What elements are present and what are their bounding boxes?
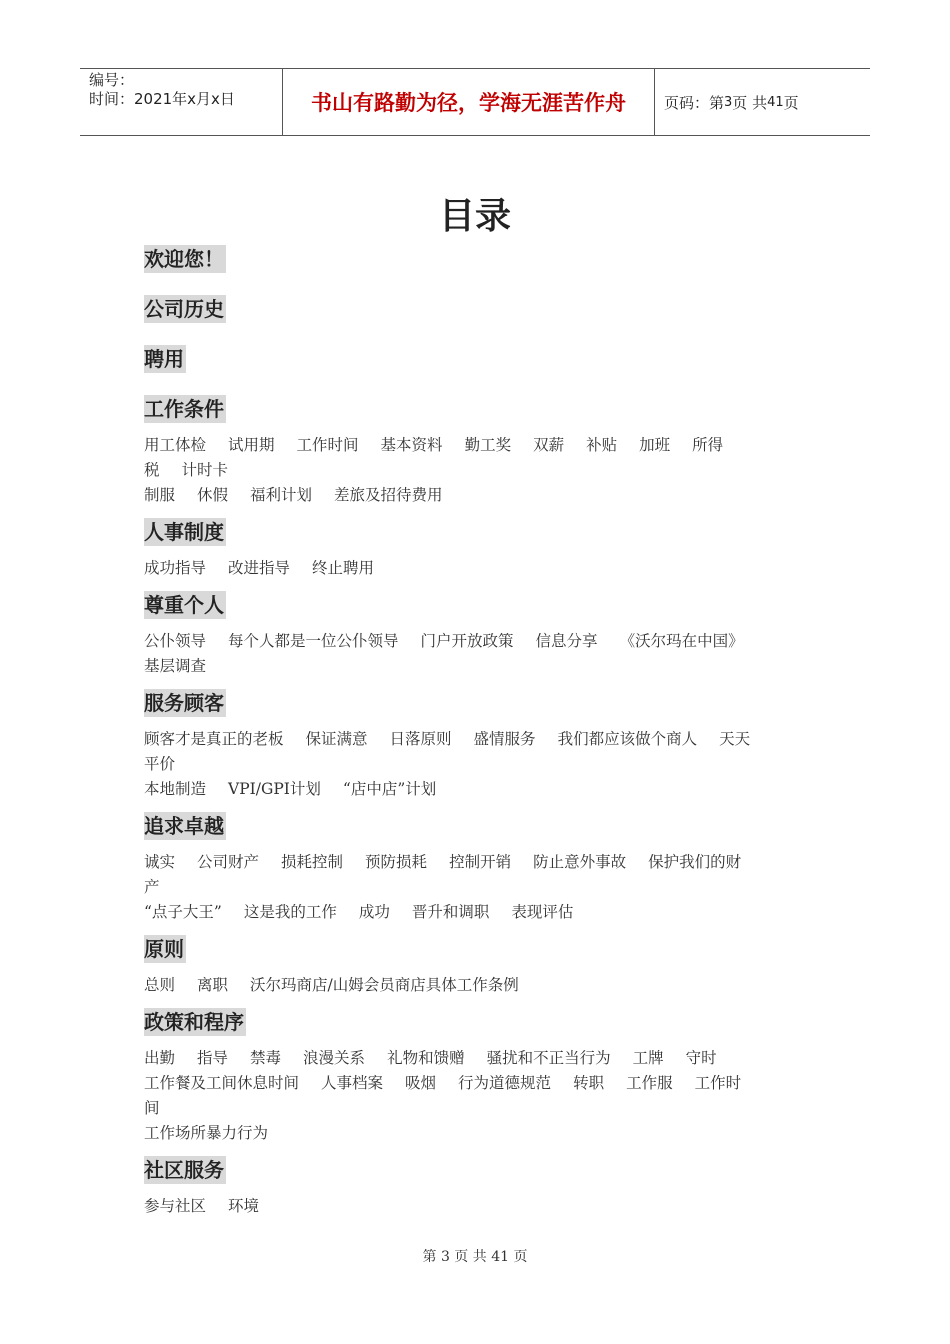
header-number-label: 编号： xyxy=(89,71,135,89)
toc-item-line xyxy=(144,556,814,581)
toc-item-line xyxy=(144,850,814,875)
header-page-prefix: 页码：第 xyxy=(664,93,725,112)
toc-item-line xyxy=(144,629,814,654)
toc-item[interactable]: 门户开放政策 xyxy=(420,632,514,650)
toc-item[interactable]: 出勤 xyxy=(144,1049,176,1067)
header-page-mid: 页 共 xyxy=(732,93,768,112)
toc-section xyxy=(144,935,814,998)
toc-item[interactable]: 基本资料 xyxy=(380,436,443,454)
toc-item[interactable]: 平价 xyxy=(144,755,176,773)
toc-item-line xyxy=(144,875,814,900)
toc-section xyxy=(144,1156,814,1219)
toc-item[interactable]: 顾客才是真正的老板 xyxy=(144,730,284,748)
toc-item[interactable]: 产 xyxy=(144,878,160,896)
toc-item[interactable]: 守时 xyxy=(685,1049,717,1067)
toc-item[interactable]: 公司财产 xyxy=(197,853,260,871)
toc-item[interactable]: 预防损耗 xyxy=(365,853,428,871)
table-of-contents xyxy=(144,245,814,1229)
toc-item[interactable]: 禁毒 xyxy=(250,1049,282,1067)
toc-item[interactable]: 这是我的工作 xyxy=(243,903,337,921)
toc-section xyxy=(144,812,814,925)
toc-item[interactable]: 离职 xyxy=(197,976,229,994)
toc-item[interactable]: 表现评估 xyxy=(511,903,574,921)
toc-item[interactable]: 加班 xyxy=(639,436,671,454)
toc-item[interactable]: 浪漫关系 xyxy=(303,1049,366,1067)
toc-item[interactable]: 晋升和调职 xyxy=(411,903,490,921)
toc-item[interactable]: “点子大王” xyxy=(144,903,222,921)
toc-item[interactable]: 保证满意 xyxy=(305,730,368,748)
toc-item[interactable]: 成功 xyxy=(358,903,390,921)
toc-section-heading[interactable]: 政策和程序 xyxy=(144,1010,244,1034)
toc-item[interactable]: 《沃尔玛在中国》 xyxy=(619,632,744,650)
toc-section-heading[interactable]: 原则 xyxy=(144,937,184,961)
toc-item[interactable]: 损耗控制 xyxy=(281,853,344,871)
toc-item[interactable]: 本地制造 xyxy=(144,780,207,798)
toc-item[interactable]: 控制开销 xyxy=(449,853,512,871)
toc-item[interactable]: 转职 xyxy=(573,1074,605,1092)
toc-item[interactable]: 每个人都是一位公仆领导 xyxy=(228,632,399,650)
toc-item[interactable]: 诚实 xyxy=(144,853,176,871)
toc-item[interactable]: 补贴 xyxy=(586,436,618,454)
toc-section-heading[interactable]: 人事制度 xyxy=(144,520,224,544)
toc-item-line xyxy=(144,1071,814,1096)
toc-item[interactable]: 休假 xyxy=(197,486,229,504)
toc-item-line xyxy=(144,433,814,458)
toc-item[interactable]: 基层调查 xyxy=(144,657,207,675)
toc-item[interactable]: 公仆领导 xyxy=(144,632,207,650)
toc-section-heading[interactable]: 公司历史 xyxy=(144,297,224,321)
header-time-label: 时间：2021年x月x日 xyxy=(89,90,235,108)
toc-item[interactable]: 双薪 xyxy=(533,436,565,454)
toc-item[interactable]: 制服 xyxy=(144,486,176,504)
toc-item-line xyxy=(144,1096,814,1121)
toc-section-heading[interactable]: 社区服务 xyxy=(144,1158,224,1182)
toc-section-heading[interactable]: 欢迎您！ xyxy=(144,247,224,271)
toc-item[interactable]: 勤工奖 xyxy=(464,436,512,454)
toc-item[interactable]: 工作时 xyxy=(694,1074,742,1092)
toc-item[interactable]: 间 xyxy=(144,1099,160,1117)
toc-section-heading[interactable]: 服务顾客 xyxy=(144,691,224,715)
header-page-total: 41 xyxy=(767,94,784,110)
toc-section xyxy=(144,591,814,679)
toc-item[interactable]: 差旅及招待费用 xyxy=(334,486,443,504)
toc-item[interactable]: 用工体检 xyxy=(144,436,207,454)
toc-item[interactable]: 工作时间 xyxy=(296,436,359,454)
toc-item[interactable]: 保护我们的财 xyxy=(648,853,742,871)
toc-item[interactable]: 参与社区 xyxy=(144,1197,207,1215)
toc-item[interactable]: VPI/GPI计划 xyxy=(228,780,321,798)
page-footer: 第 3 页 共 41 页 xyxy=(422,1249,528,1265)
toc-item-line xyxy=(144,973,814,998)
toc-item[interactable]: 行为道德规范 xyxy=(458,1074,552,1092)
toc-section-heading[interactable]: 追求卓越 xyxy=(144,814,224,838)
toc-item[interactable]: 指导 xyxy=(197,1049,229,1067)
toc-item[interactable]: 所得 xyxy=(692,436,724,454)
toc-item[interactable]: 福利计划 xyxy=(250,486,313,504)
toc-item-line xyxy=(144,654,814,679)
toc-section-heading[interactable]: 工作条件 xyxy=(144,397,224,421)
toc-section xyxy=(144,245,814,273)
toc-section xyxy=(144,345,814,373)
toc-item[interactable]: 工作餐及工间休息时间 xyxy=(144,1074,300,1092)
toc-item[interactable]: 盛情服务 xyxy=(473,730,536,748)
toc-item[interactable]: 税 xyxy=(144,461,160,479)
toc-item[interactable]: 工作服 xyxy=(626,1074,673,1092)
toc-section-heading[interactable]: 尊重个人 xyxy=(144,593,224,617)
header-page-info xyxy=(655,69,870,135)
toc-item-line xyxy=(144,1046,814,1071)
page-header xyxy=(80,68,870,136)
toc-item-line xyxy=(144,458,814,483)
toc-item[interactable]: 沃尔玛商店/山姆会员商店具体工作条例 xyxy=(250,976,519,994)
toc-item-line xyxy=(144,483,814,508)
toc-item-line xyxy=(144,752,814,777)
toc-item[interactable]: 成功指导 xyxy=(144,559,207,577)
toc-item-line xyxy=(144,1121,814,1146)
toc-section xyxy=(144,395,814,508)
toc-section xyxy=(144,518,814,581)
toc-item[interactable]: 总则 xyxy=(144,976,176,994)
header-motto: 书山有路勤为径，学海无涯苦作舟 xyxy=(282,69,655,135)
toc-item[interactable]: 工作场所暴力行为 xyxy=(144,1124,269,1142)
toc-section xyxy=(144,689,814,802)
toc-item-line xyxy=(144,727,814,752)
toc-item[interactable]: 工牌 xyxy=(632,1049,664,1067)
toc-item[interactable]: 计时卡 xyxy=(181,461,229,479)
toc-item[interactable]: 礼物和馈赠 xyxy=(387,1049,465,1067)
toc-item[interactable]: “店中店”计划 xyxy=(342,780,437,798)
header-page-suffix: 页 xyxy=(783,93,799,112)
page-title: 目录 xyxy=(438,196,511,237)
toc-item-line xyxy=(144,900,814,925)
toc-section xyxy=(144,295,814,323)
header-page-num: 3 xyxy=(724,94,733,110)
header-meta xyxy=(80,69,282,135)
toc-item[interactable]: 人事档案 xyxy=(321,1074,384,1092)
toc-item[interactable]: 日落原则 xyxy=(389,730,452,748)
toc-section xyxy=(144,1008,814,1146)
toc-item-line xyxy=(144,1194,814,1219)
toc-item[interactable]: 防止意外事故 xyxy=(533,853,627,871)
toc-item[interactable]: 终止聘用 xyxy=(312,559,375,577)
toc-item[interactable]: 信息分享 xyxy=(535,632,598,650)
toc-item[interactable]: 我们都应该做个商人 xyxy=(557,730,698,748)
toc-item[interactable]: 改进指导 xyxy=(228,559,291,577)
toc-item[interactable]: 环境 xyxy=(228,1197,260,1215)
toc-item[interactable]: 天天 xyxy=(719,730,751,748)
toc-item[interactable]: 吸烟 xyxy=(405,1074,437,1092)
toc-section-heading[interactable]: 聘用 xyxy=(144,347,184,371)
toc-item[interactable]: 试用期 xyxy=(228,436,275,454)
toc-item-line xyxy=(144,777,814,802)
toc-item[interactable]: 骚扰和不正当行为 xyxy=(486,1049,611,1067)
